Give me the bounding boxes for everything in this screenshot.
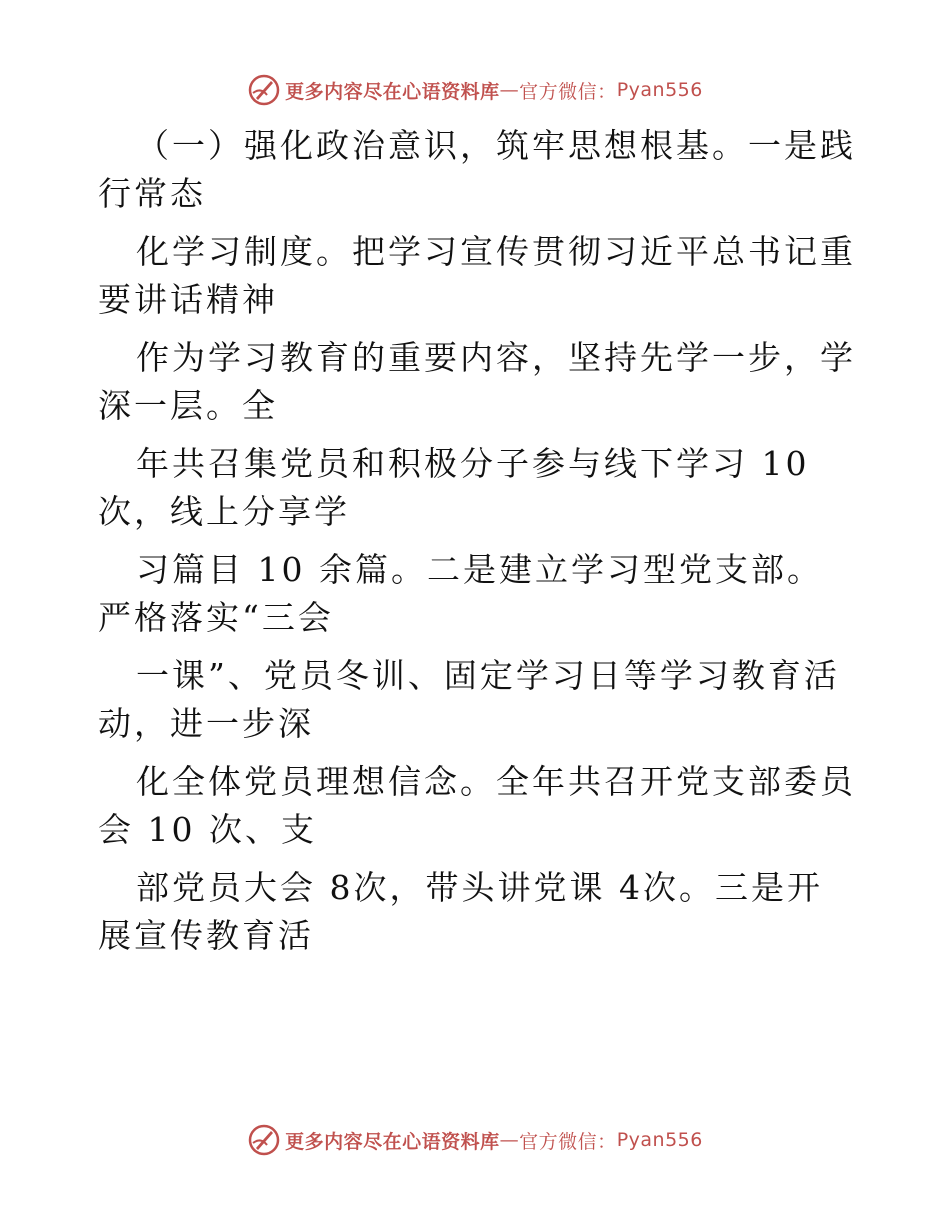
quill-pen-icon xyxy=(247,1123,281,1157)
paragraph: 部党员大会 8次，带头讲党课 4次。三是开展宣传教育活 xyxy=(98,868,823,955)
header-watermark xyxy=(0,70,950,110)
watermark-dash: — xyxy=(499,79,520,101)
paragraph: 作为学习教育的重要内容，坚持先学一步，学深一层。全 xyxy=(98,338,856,425)
quill-pen-icon xyxy=(247,73,281,107)
paragraph: 一课”、党员冬训、固定学习日等学习教育活动，进一步深 xyxy=(98,656,840,743)
footer-watermark xyxy=(0,1120,950,1160)
paragraph: 年共召集党员和积极分子参与线下学习 10 次，线上分享学 xyxy=(98,444,810,531)
watermark-dash: — xyxy=(499,1129,520,1151)
watermark-site-text: 更多内容尽在心语资料库 xyxy=(285,80,500,103)
watermark-site-text: 更多内容尽在心语资料库 xyxy=(285,1130,500,1153)
paragraph: 习篇目 10 余篇。二是建立学习型党支部。严格落实“三会 xyxy=(98,550,823,637)
watermark-wechat-id: Pyan556 xyxy=(616,1129,703,1151)
watermark-wechat-id: Pyan556 xyxy=(616,79,703,101)
watermark-wechat-label: 官方微信： xyxy=(519,80,617,103)
paragraph: （一）强化政治意识，筑牢思想根基。一是践行常态 xyxy=(98,126,856,213)
document-body xyxy=(98,122,858,970)
watermark-wechat-label: 官方微信： xyxy=(519,1130,617,1153)
paragraph: 化全体党员理想信念。全年共召开党支部委员会 10 次、支 xyxy=(98,762,856,849)
paragraph: 化学习制度。把学习宣传贯彻习近平总书记重要讲话精神 xyxy=(98,232,856,319)
